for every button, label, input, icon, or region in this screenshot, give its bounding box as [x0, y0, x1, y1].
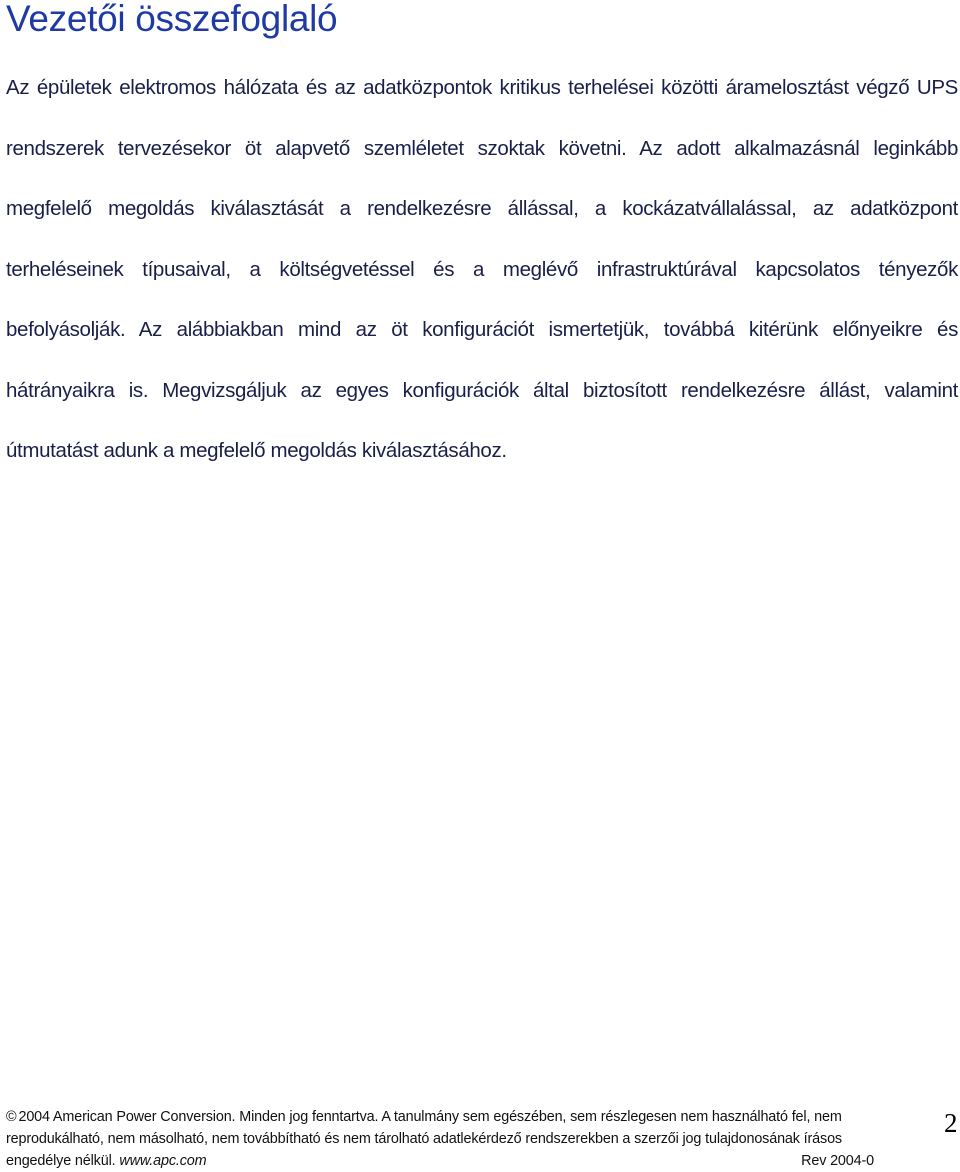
footer-line-1: [6, 1106, 874, 1128]
footer-copyright-text: 2004 American Power Conversion. Minden jog fenntartva. A tanulmány sem egészében, sem részlegesen nem használható fel, nem: [18, 1109, 842, 1125]
copyright-icon: ©: [6, 1109, 17, 1125]
revision-label: Rev 2004-0: [801, 1153, 874, 1169]
page-number: 2: [944, 1108, 958, 1138]
footer: [6, 1106, 874, 1172]
summary-paragraph: Az épületek elektromos hálózata és az adatközpontok kritikus terhelései közötti áramelosztást végző UPS rendszerek tervezésekor öt alapvető szemléletet szoktak követni. Az adott alkalmazásnál leginkább megfelelő megoldás kiválasztását a rendelkezésre állással, a kockázatvállalással, az adatközpont terheléseinek típusaival, a költségvetéssel és a meglévő infrastruktúrával kapcsolatos tényezők befolyásolják. Az alábbiakban mind az öt konfigurációt ismertetjük, továbbá kitérünk előnyeikre és hátrányaikra is. Megvizsgáljuk az egyes konfigurációk által biztosított rendelkezésre állást, valamint útmutatást adunk a megfelelő megoldás kiválasztásához.: [6, 76, 958, 462]
page-title: Vezetői összefoglaló: [6, 0, 338, 39]
footer-line-2: reprodukálható, nem másolható, nem továbbítható és nem tárolható adatlekérdező rendszerekben a szerzői jog tulajdonosának írásos: [6, 1131, 842, 1147]
website-link[interactable]: www.apc.com: [119, 1153, 207, 1169]
footer-line-3: [6, 1150, 874, 1172]
footer-permission-text: engedélye nélkül.: [6, 1153, 116, 1169]
footer-permission: [6, 1150, 206, 1172]
